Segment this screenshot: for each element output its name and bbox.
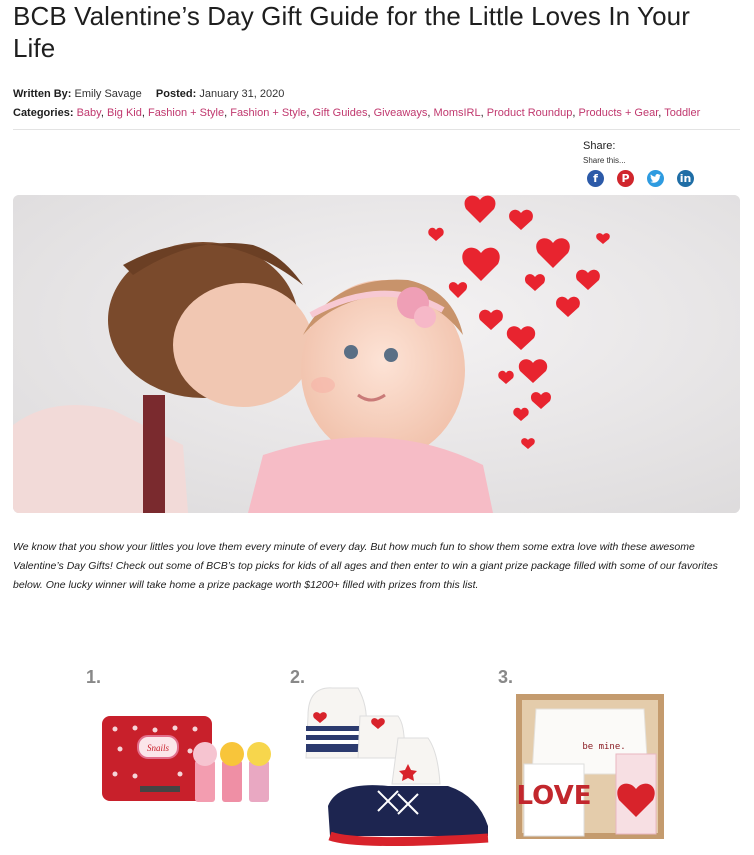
onesie-text: be mine. [582, 742, 626, 752]
share-heading: Share: [583, 140, 616, 152]
categories-label: Categories: [13, 107, 74, 119]
category-link[interactable]: Big Kid [106, 107, 142, 119]
post-date: January 31, 2020 [199, 88, 285, 100]
gift-image-3[interactable] [516, 694, 664, 844]
gift-image-1[interactable] [100, 714, 280, 811]
post-title: BCB Valentine’s Day Gift Guide for the Little Loves In Your Life [13, 1, 690, 63]
gift-number-1: 1. [86, 667, 102, 687]
facebook-icon[interactable]: f [587, 170, 604, 187]
intro-paragraph: We know that you show your littles you love them every minute of every day. But how much fun to show them some extra love with these awesome Valentine’s Day Gifts! Check out some of BCB’s top picks for kids of all ages and then enter to win a giant prize package filled with some of our favorites below. One lucky winner will take home a prize package worth $1200+ filled with prizes from this list. [13, 541, 718, 591]
pinterest-icon[interactable]: P [617, 170, 634, 187]
category-link[interactable]: Fashion + Style [147, 107, 225, 119]
linkedin-icon[interactable]: in [677, 170, 694, 187]
categories: Categories: Baby, Big Kid, Fashion + Style, Fashion + Style, Gift Guides, Giveaways, MomsIRL, Product Roundup, Products + Gear, Toddler [13, 107, 701, 119]
category-link[interactable]: Baby [76, 107, 101, 119]
share-subheading: Share this... [583, 156, 626, 165]
written-by-label: Written By: [13, 88, 72, 100]
category-link[interactable]: Products + Gear [578, 107, 659, 119]
post-meta [13, 88, 284, 100]
author-name[interactable]: Emily Savage [74, 88, 142, 100]
share-box [583, 140, 694, 187]
category-link[interactable]: MomsIRL [433, 107, 481, 119]
category-link[interactable]: Fashion + Style [230, 107, 307, 119]
twitter-icon[interactable] [647, 170, 664, 187]
hero-image [13, 195, 740, 513]
posted-label: Posted: [155, 88, 197, 100]
tin-label: Snails [146, 743, 170, 753]
category-link[interactable]: Gift Guides [312, 107, 368, 119]
gift-image-2[interactable] [298, 686, 494, 853]
gift-number-3: 3. [498, 667, 514, 687]
category-link[interactable]: Product Roundup [486, 107, 573, 119]
gift-number-2: 2. [290, 667, 306, 687]
divider [13, 129, 740, 130]
category-link[interactable]: Toddler [664, 107, 701, 119]
category-link[interactable]: Giveaways [373, 107, 428, 119]
book-title: LOVE [516, 781, 592, 811]
